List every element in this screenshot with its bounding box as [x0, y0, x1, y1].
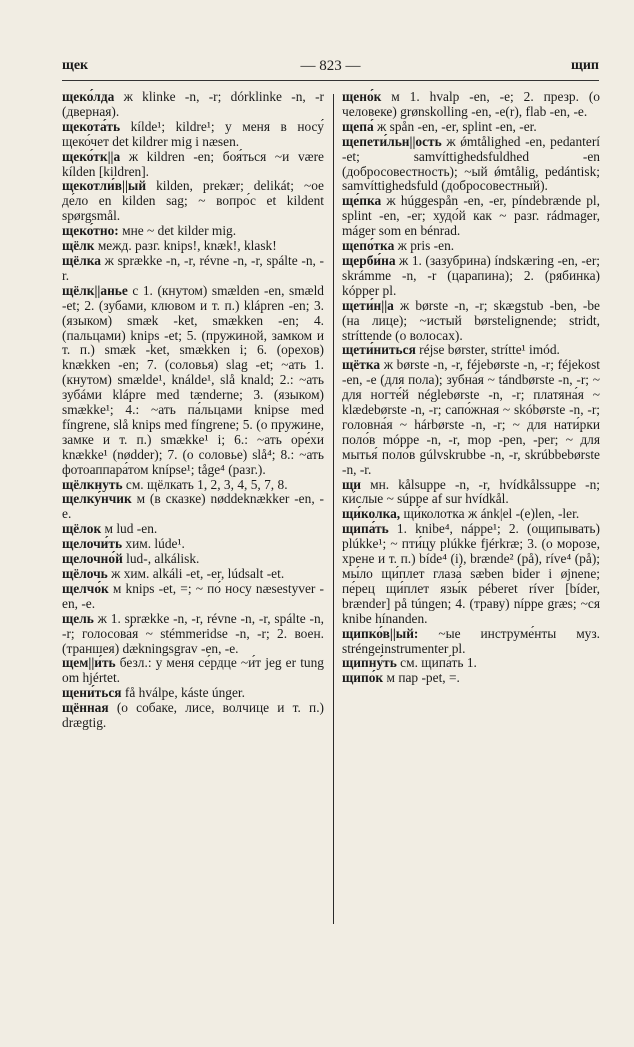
dictionary-entry: щёлок м lud -en.	[62, 521, 158, 537]
entry-headword: щёлочь	[62, 566, 108, 581]
dictionary-entry: щелку́нчик м (в сказке) nøddeknækker -en, -e.	[62, 491, 324, 522]
entry-headword: щелку́нчик	[62, 491, 132, 507]
dictionary-entry: щипко́в||ый: ~ые инструме́нты муз. stréngeinstrumenter pl.	[342, 625, 600, 656]
entry-headword: щёлк||анье	[62, 282, 128, 298]
right-column	[342, 90, 600, 686]
entry-headword: щети́н||а	[342, 297, 394, 313]
entry-headword: щелочи́ть	[62, 536, 123, 552]
dictionary-entry: щекотли́в||ый kilden, prekær; delikát; ~ое де́ло en kilden sag; ~ вопро́с et kildent spørgsmål.	[62, 178, 324, 224]
dictionary-entry: щёлкнуть см. щёлкать 1, 2, 3, 4, 5, 7, 8.	[62, 476, 288, 492]
entry-headword: щеко́тк||а	[62, 148, 121, 164]
entry-headword: щёлок	[62, 521, 102, 537]
entry-headword: щено́к	[342, 89, 382, 104]
dictionary-entry: щи мн. kålsuppe -n, -r, hvídkålssuppe -n; ки́слые ~ súppe af sur hvídkål.	[342, 476, 600, 507]
entry-headword: щекота́ть	[62, 118, 121, 134]
header-left-guideword: щек	[62, 58, 89, 73]
entry-headword: щётка	[342, 357, 381, 373]
dictionary-entry: щеко́лда ж klinke -n, -r; dórklinke -n, -r (дверная).	[62, 89, 324, 119]
entry-headword: щипко́в||ый:	[342, 625, 419, 641]
entry-headword: щети́ниться	[342, 342, 416, 358]
dictionary-entry: щети́ниться réjse børster, strítte¹ imód.	[342, 342, 560, 358]
entry-headword: щи	[342, 476, 362, 492]
dictionary-entry: щипо́к м пар -pet, =.	[342, 670, 460, 686]
dictionary-entry: щем||и́ть безл.: у меня се́рдце ~и́т jeg er tung om hjértet.	[62, 655, 324, 686]
dictionary-entry: щепа́ ж spån -en, -er, splint -en, -er.	[342, 118, 537, 134]
left-column	[62, 90, 324, 731]
entry-headword: щёлк	[62, 238, 95, 254]
dictionary-entry: щётка ж børste -n, -r, féjebørste -n, -r; féjekost -en, -e (для пола); зубна́я ~ tándbørste -n, -r; ~ для ногте́й néglebørste -n, -r; платяна́я ~ klædebørste -n, -r; сапо́жная ~ skóbørste -n, -r; головна́я ~ hárbørste -n, -r; ~ для нати́рки поло́в móppe -n, -r, mop -pen, -per; ~ для мытья́ поло́в gúlvskrubbe -n, -r, skrúbbebørste -n, -r.	[342, 357, 600, 477]
header-right-guideword: щип	[571, 58, 599, 73]
dictionary-entry: щипа́ть 1. knibe⁴, náppe¹; 2. (ощипывать) plúkke¹; ~ пти́цу plúkke fjérkræ; 3. (о морозе, хрене и т. п.) bíde⁴ (i), brænde² (på), ríve⁴ (på); мы́ло щи́плет глаза́ sæben bider i øjnene; пе́рец щи́плет язы́к péberet ríver [bíder, brænder] på túngen; 4. (траву) níppe græs; ~ся knibe hínanden.	[342, 521, 600, 626]
page-header	[62, 58, 599, 80]
dictionary-entry: щети́н||а ж børste -n, -r; skægstub -ben, -be (на лице); ~истый børstelignende; stridt, stríttende (о волосах).	[342, 297, 600, 343]
entry-headword: щеко́тно:	[62, 223, 119, 239]
dictionary-entry: щепети́льн||ость ж ǿmtålighed -en, pedanterí -et; samvíttighedsfuldhed -en (добросовестность); ~ый ǿmtålig, pedántisk; samvíttighedsfuld (добросовестный).	[342, 133, 600, 194]
entry-headword: щепо́тка	[342, 238, 395, 254]
entry-headword: щель	[62, 610, 94, 626]
entry-headword: щени́ться	[62, 685, 122, 701]
dictionary-entry: щёлк||анье с 1. (кнутом) smælden -en, smæld -et; 2. (зубами, клювом и т. п.) klápren -en; 3. (языком) smæk -ket, smækken -en; 4. (пальцами) knips -et; 5. (пружиной, замком и т. п.) smæk -ket, smækken i; 6. (орехов) knækken -en; 7. (соловья) slag -et; ~ать 1. (кнутом) smælde¹, knálde¹, slå knald; 2.: ~ать зубáми klápre med tænderne; 3. (языком) smække¹; 4.: ~ать па́льцами knipse med fíngrene, slå knips med fíngrene; 5. (о пружине, замке и т. п.) smække¹ i; 6.: ~ать оре́хи knække¹ (nødder); 7. (о соловье) slå⁴; 8.: ~ать фотоаппара́том knípse¹; tåge⁴ (разг.).	[62, 282, 324, 477]
column-divider	[333, 94, 334, 924]
header-rule	[62, 80, 599, 81]
dictionary-entry: щекота́ть kílde¹; kildre¹; у меня в носу́ щеко́чет det kildrer mig i næsen.	[62, 118, 324, 149]
entry-headword: щерби́на	[342, 252, 396, 268]
entry-headword: щекотли́в||ый	[62, 178, 147, 194]
dictionary-entry: щено́к м 1. hvalp -en, -e; 2. презр. (о человеке) grønskolling -en, -e(r), flab -en, -e.	[342, 89, 600, 119]
dictionary-entry: щённая (о собаке, лисе, волчице и т. п.) drægtig.	[62, 700, 324, 731]
dictionary-entry: щеко́тно: мне ~ det kilder mig.	[62, 223, 237, 239]
dictionary-entry: щёлка ж sprække -n, -r, révne -n, -r, spálte -n, -r.	[62, 252, 324, 283]
entry-headword: щёлкнуть	[62, 476, 123, 492]
dictionary-entry: щелочи́ть хим. lúde¹.	[62, 536, 185, 552]
entry-headword: щепа́	[342, 118, 374, 134]
dictionary-entry: щерби́на ж 1. (зазубрина) índskæring -en, -er; skrámme -n, -r (царапина); 2. (рябинка) kópper pl.	[342, 252, 600, 298]
dictionary-entry: щипну́ть см. щипа́ть 1.	[342, 655, 477, 671]
entry-headword: щелчо́к	[62, 580, 109, 596]
dictionary-entry: щёлк межд. разг. knips!, knæk!, klask!	[62, 238, 277, 254]
entry-headword: щипну́ть	[342, 655, 397, 671]
entry-headword: щипа́ть	[342, 521, 389, 537]
dictionary-entry: щелчо́к м knips -et, =; ~ по́ носу næsestyver -en, -e.	[62, 580, 324, 611]
entry-headword: щи́колка,	[342, 506, 401, 522]
entry-headword: щем||и́ть	[62, 655, 116, 671]
dictionary-entry: щени́ться få hválpe, káste únger.	[62, 685, 245, 701]
dictionary-entry: ще́пка ж húggespån -en, -er, píndebrænde pl, splint -en, -er; худо́й как ~ разг. rádmager, máger som en bénrad.	[342, 193, 600, 239]
entry-headword: щённая	[62, 700, 109, 716]
entry-headword: щеко́лда	[62, 89, 115, 104]
entry-headword: щипо́к	[342, 670, 384, 686]
page-number: — 823 —	[300, 58, 361, 74]
dictionary-entry: щепо́тка ж pris -en.	[342, 238, 455, 254]
entry-headword: ще́пка	[342, 193, 382, 209]
dictionary-entry: щёлочь ж хим. alkáli -et, -er, lúdsalt -et.	[62, 566, 285, 581]
dictionary-entry: щи́колка, щи́колотка ж ánk|el -(e)len, -ler.	[342, 506, 580, 522]
dictionary-entry: щель ж 1. sprække -n, -r, révne -n, -r, spálte -n, -r; голосова́я ~ stémmeridse -n, -r; 2. воен. (траншея) dækningsgrav -en, -e.	[62, 610, 324, 656]
entry-headword: щёлка	[62, 252, 101, 268]
entry-headword: щелочно́й	[62, 551, 123, 567]
dictionary-entry: щеко́тк||а ж kildren -en; боя́ться ~и være kílden [kildren].	[62, 148, 324, 179]
dictionary-entry: щелочно́й lud-, alkálisk.	[62, 551, 200, 567]
entry-headword: щепети́льн||ость	[342, 133, 442, 149]
